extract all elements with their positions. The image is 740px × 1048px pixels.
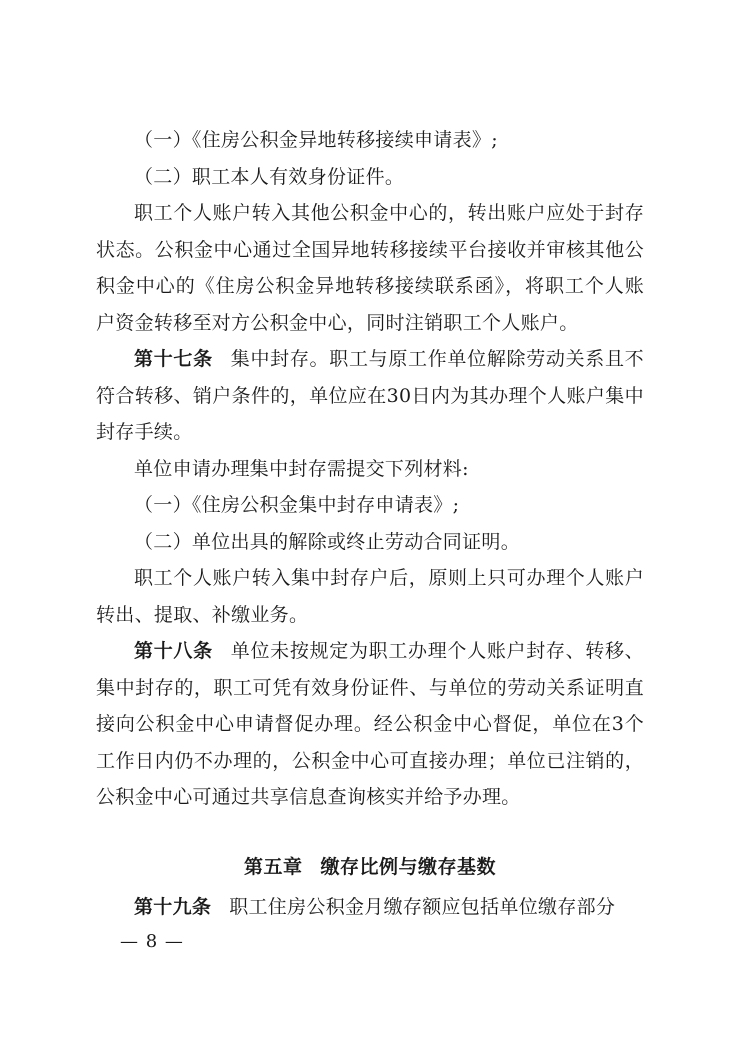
chapter-heading [96, 849, 644, 886]
article-17-heading: 第十七条 [134, 348, 213, 370]
page-number: — 8 — [120, 931, 184, 952]
article-19-text: 职工住房公积金月缴存额应包括单位缴存部分 [229, 896, 616, 918]
article-19 [96, 889, 644, 926]
paragraph-id-document: （二）职工本人有效身份证件。 [134, 165, 405, 188]
paragraph-termination-proof: （二）单位出具的解除或终止劳动合同证明。 [134, 530, 521, 553]
article-18 [96, 633, 644, 816]
paragraph-materials-intro: 单位申请办理集中封存需提交下列材料: [134, 457, 469, 480]
chapter-number: 第五章 [243, 855, 303, 878]
article-18-heading: 第十八条 [134, 640, 213, 662]
paragraph-seal-application-form: （一）《住房公积金集中封存申请表》; [134, 494, 460, 516]
article-17 [96, 341, 644, 451]
article-18-text: 单位未按规定为职工办理个人账户封存、转移、集中封存的，职工可凭有效身份证件、与单位的劳动关系证明直接向公积金中心申请督促办理。经公积金中心督促，单位在3个工作日内仍不办理的，公积金中心可直接办理；单位已注销的，公积金中心可通过共享信息查询核实并给予办理。 [96, 640, 644, 808]
paragraph-transfer-other-center: 职工个人账户转入其他公积金中心的，转出账户应处于封存状态。公积金中心通过全国异地转移接续平台接收并审核其他公积金中心的《住房公积金异地转移接续联系函》，将职工个人账户资金转移至对方公积金中心，同时注销职工个人账户。 [96, 202, 644, 334]
paragraph-seal-account-rules: 职工个人账户转入集中封存户后，原则上只可办理个人账户转出、提取、补缴业务。 [96, 567, 644, 626]
chapter-title: 缴存比例与缴存基数 [320, 855, 497, 878]
page-body [96, 122, 644, 926]
paragraph-application-form: （一）《住房公积金异地转移接续申请表》; [134, 129, 498, 151]
article-19-heading: 第十九条 [134, 896, 212, 918]
article-17-text: 集中封存。职工与原工作单位解除劳动关系且不符合转移、销户条件的，单位应在30日内为其办理个人账户集中封存手续。 [96, 348, 644, 443]
